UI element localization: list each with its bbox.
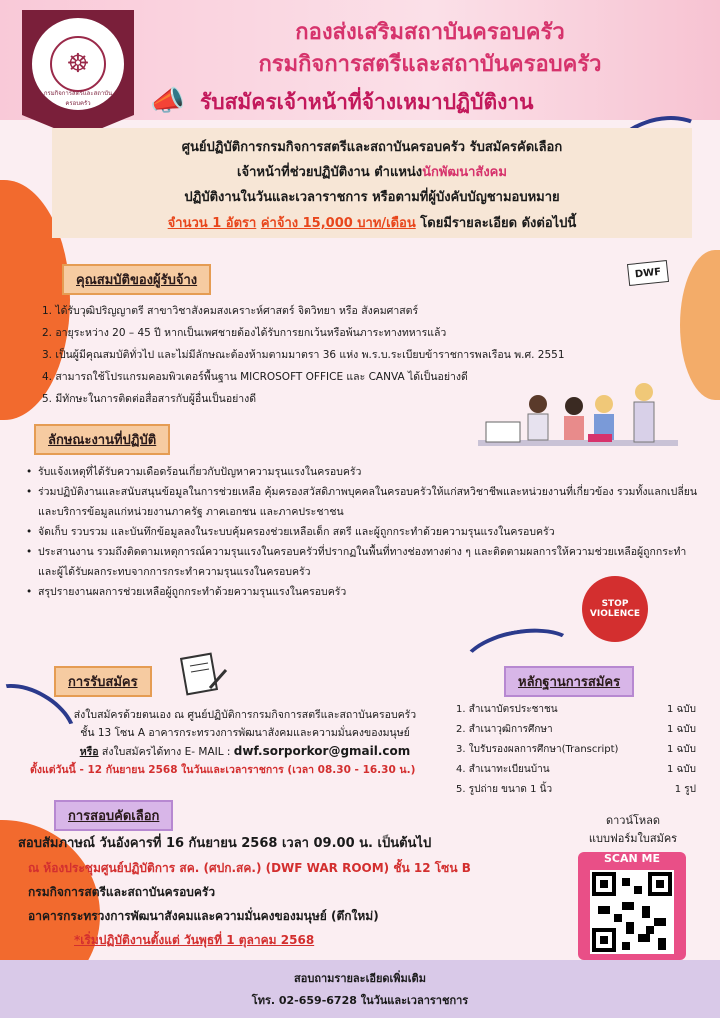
list-item: • รับแจ้งเหตุที่ได้รับความเดือดร้อนเกี่ยวกับปัญหาความรุนแรงในครอบครัว (24, 462, 704, 482)
document-row (456, 760, 696, 780)
qr-label-line: ดาวน์โหลด (605, 814, 661, 827)
document-label: 2. สำเนาวุฒิการศึกษา (456, 724, 553, 735)
apply-heading: การรับสมัคร (54, 666, 152, 697)
exam-line: อาคารกระทรวงการพัฒนาสังคมและความมั่นคงของมนุษย์ (ตึกใหม่) (28, 909, 379, 923)
dwf-tag: DWF (627, 260, 669, 286)
salary: ค่าจ้าง 15,000 บาท/เดือน (260, 216, 416, 231)
intro-line (52, 161, 692, 182)
document-row (456, 700, 696, 720)
list-item: 2. อายุระหว่าง 20 – 45 ปี หากเป็นเพศชายต้องได้รับการยกเว้นหรือพ้นภาระทางทหารแล้ว (42, 327, 447, 339)
decorative-blob (680, 250, 720, 400)
apply-line: ชั้น 13 โซน A อาคารกระทรวงการพัฒนาสังคมและความมั่นคงของมนุษย์ (80, 727, 410, 739)
document-qty: 1 ฉบับ (666, 764, 696, 775)
intro-line: ปฏิบัติงานในวันและเวลาราชการ หรือตามที่ผู้บังคับบัญชามอบหมาย (184, 190, 560, 205)
page-title: กองส่งเสริมสถาบันครอบครัว (295, 20, 565, 45)
footer-line: สอบถามรายละเอียดเพิ่มเติม (294, 972, 426, 985)
document-label: 4. สำเนาทะเบียนบ้าน (456, 764, 550, 775)
stop-violence-icon (582, 576, 648, 642)
qualifications-heading: คุณสมบัติของผู้รับจ้าง (62, 264, 211, 295)
recruitment-title: รับสมัครเจ้าหน้าที่จ้างเหมาปฏิบัติงาน (200, 90, 534, 114)
qr-code-card[interactable] (578, 852, 686, 960)
document-row (456, 780, 696, 800)
email-link[interactable]: dwf.sorporkor@gmail.com (233, 744, 411, 758)
exam-line: กรมกิจการสตรีและสถาบันครอบครัว (28, 885, 216, 899)
apply-line: ส่งใบสมัครด้วยตนเอง ณ ศูนย์ปฏิบัติการกรมกิจการสตรีและสถาบันครอบครัว (73, 709, 417, 721)
list-item: 5. มีทักษะในการติดต่อสื่อสารกับผู้อื่นเป็นอย่างดี (42, 393, 257, 405)
document-qty: 1 ฉบับ (666, 704, 696, 715)
document-row (456, 740, 696, 760)
start-date: *เริ่มปฏิบัติงานตั้งแต่ วันพุธที่ 1 ตุลาคม 2568 (74, 933, 315, 947)
apply-details (30, 706, 460, 779)
page-subtitle: กรมกิจการสตรีและสถาบันครอบครัว (258, 52, 602, 77)
qr-label (568, 812, 698, 848)
document-qty: 1 รูป (674, 784, 696, 795)
exam-heading: การสอบคัดเลือก (54, 800, 173, 831)
intro-text: โดยมีรายละเอียด ดังต่อไปนี้ (415, 216, 577, 231)
footer-phone: โทร. 02-659-6728 ในวันและเวลาราชการ (251, 994, 469, 1007)
list-item: • สรุปรายงานผลการช่วยเหลือผู้ถูกกระทำด้วยความรุนแรงในครอบครัว (24, 582, 704, 602)
documents-list (456, 700, 696, 800)
apply-line (30, 742, 460, 761)
email-label: ส่งใบสมัครได้ทาง E- MAIL : (98, 746, 234, 758)
intro-line (52, 212, 692, 233)
documents-heading: หลักฐานการสมัคร (504, 666, 634, 697)
document-label: 5. รูปถ่าย ขนาด 1 นิ้ว (456, 784, 553, 795)
megaphone-icon: 📣 (150, 84, 185, 117)
logo-text: กรมกิจการสตรีและสถาบันครอบครัว (43, 90, 113, 107)
emblem-icon: ☸ (50, 36, 106, 92)
qr-code-icon[interactable] (590, 870, 674, 954)
list-item: • จัดเก็บ รวบรวม และบันทึกข้อมูลลงในระบบคุ้มครองช่วยเหลือเด็ก สตรี และผู้ถูกกระทำด้วยความรุนแรงในครอบครัว (24, 522, 704, 542)
document-label: 3. ใบรับรองผลการศึกษา(Transcript) (456, 744, 619, 755)
list-item: • ประสานงาน รวมถึงติดตามเหตุการณ์ความรุนแรงในครอบครัวที่ปรากฏในพื้นที่ทางช่องทางต่าง ๆ และติดตามผลการให้ความช่วยเหลือผู้ถูกกระทำและผู้ได้รับผลกระทบจากการกระทำความรุนแรงในครอบครัว (24, 542, 704, 582)
document-row (456, 720, 696, 740)
list-item: 1. ได้รับวุฒิปริญญาตรี สาขาวิชาสังคมสงเคราะห์ศาสตร์ จิตวิทยา หรือ สังคมศาสตร์ (42, 305, 419, 317)
intro-box (52, 128, 692, 238)
intro-line: ศูนย์ปฏิบัติการกรมกิจการสตรีและสถาบันครอบครัว รับสมัครคัดเลือก (181, 140, 563, 155)
exam-details (18, 832, 578, 952)
list-item: 4. สามารถใช้โปรแกรมคอมพิวเตอร์พื้นฐาน MICROSOFT OFFICE และ CANVA ได้เป็นอย่างดี (42, 371, 468, 383)
duties-heading: ลักษณะงานที่ปฏิบัติ (34, 424, 170, 455)
document-qty: 1 ฉบับ (666, 724, 696, 735)
footer (0, 960, 720, 1018)
form-pencil-icon (180, 652, 230, 696)
qr-label-line: แบบฟอร์มใบสมัคร (588, 832, 678, 845)
intro-text: เจ้าหน้าที่ช่วยปฏิบัติงาน ตำแหน่ง (237, 165, 423, 180)
document-qty: 1 ฉบับ (666, 744, 696, 755)
document-label: 1. สำเนาบัตรประชาชน (456, 704, 558, 715)
list-item: 3. เป็นผู้มีคุณสมบัติทั่วไป และไม่มีลักษณะต้องห้ามตามมาตรา 36 แห่ง พ.ร.บ.ระเบียบข้าราชการพลเรือน พ.ศ. 2551 (42, 349, 565, 361)
exam-line: ณ ห้องประชุมศูนย์ปฏิบัติการ สค. (ศปก.สค.) (DWF WAR ROOM) ชั้น 12 โซน B (28, 861, 471, 875)
list-item: • ร่วมปฏิบัติงานและสนับสนุนข้อมูลในการช่วยเหลือ คุ้มครองสวัสดิภาพบุคคลในครอบครัวให้แก่สหวิชาชีพและหน่วยงานที่เกี่ยวข้อง รวมทั้งแลกเปลี่ยนและบริการข้อมูลแก่หน่วยงานภาครัฐ ภาคเอกชน และภาคประชาชน (24, 482, 704, 522)
stop-violence-text: STOP VIOLENCE (589, 599, 641, 619)
or-label: หรือ (79, 746, 99, 758)
scan-me-label: SCAN ME (603, 852, 660, 865)
position-name: นักพัฒนาสังคม (422, 165, 507, 180)
position-count: จำนวน 1 อัตรา (167, 216, 257, 231)
exam-line: สอบสัมภาษณ์ วันอังคารที่ 16 กันยายน 2568 เวลา 09.00 น. เป็นต้นไป (18, 836, 432, 851)
apply-deadline: ตั้งแต่วันนี้ - 12 กันยายน 2568 ในวันและเวลาราชการ (เวลา 08.30 - 16.30 น.) (30, 764, 416, 776)
